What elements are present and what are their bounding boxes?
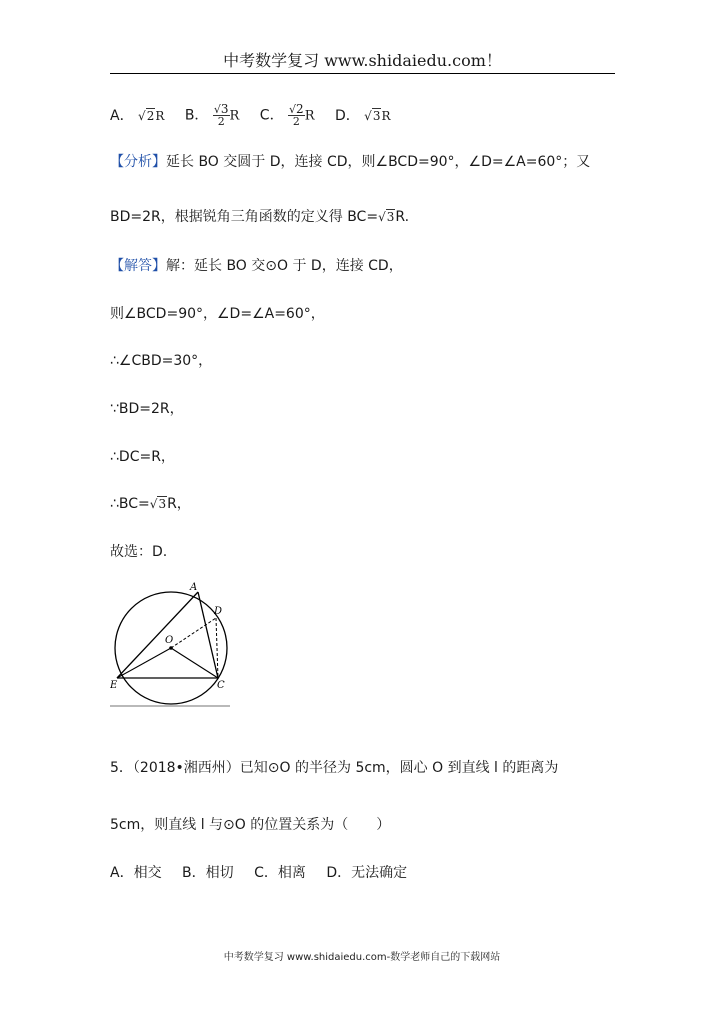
segment-od-dashed bbox=[171, 618, 216, 648]
solution-line-7: 故选：D. bbox=[110, 544, 168, 560]
question5-line-2: 5cm，则直线 l 与⊙O 的位置关系为（ ） bbox=[110, 817, 391, 833]
option-b-fraction: $\frac{√3}{2}$ bbox=[213, 102, 229, 128]
option-a bbox=[110, 106, 164, 126]
solution-line-2: 则∠BCD=90°，∠D=∠A=60°， bbox=[110, 306, 325, 322]
option-a-label: A． bbox=[110, 107, 134, 124]
question5-option-c: C．相离 bbox=[254, 865, 306, 881]
analysis-text-2-end: R. bbox=[395, 209, 410, 225]
solution-line-1 bbox=[110, 256, 403, 276]
solution-text-6: ∴BC= bbox=[110, 496, 150, 512]
center-point bbox=[169, 646, 173, 650]
previous-options-row bbox=[110, 104, 407, 127]
solution-text-1: 解：延长 BO 交⊙O 于 D，连接 CD， bbox=[166, 258, 403, 274]
analysis-text-2: BD=2R，根据锐角三角函数的定义得 BC= bbox=[110, 209, 379, 225]
page-header: 中考数学复习 www.shidaiedu.com！ bbox=[223, 51, 502, 70]
solution-line-4: ∵BD=2R， bbox=[110, 401, 184, 417]
option-a-sqrt: √2R bbox=[138, 108, 165, 123]
option-c-unit: R bbox=[304, 108, 315, 124]
solution-sqrt: √3 bbox=[149, 497, 167, 511]
segment-eo bbox=[117, 648, 171, 678]
label-o: O bbox=[165, 635, 174, 646]
option-a-radicand: 2 bbox=[146, 108, 155, 123]
option-d-radicand: 3 bbox=[372, 108, 381, 123]
option-c-denominator: 2 bbox=[292, 115, 300, 128]
option-b-label: B． bbox=[184, 107, 209, 124]
question5-option-d: D．无法确定 bbox=[326, 865, 408, 881]
analysis-line-1 bbox=[110, 152, 590, 172]
solution-radicand: 3 bbox=[158, 497, 167, 511]
question5-options bbox=[110, 863, 423, 883]
solution-line-5: ∴DC=R， bbox=[110, 449, 175, 465]
analysis-radicand: 3 bbox=[386, 210, 395, 224]
question5-option-b: B．相切 bbox=[182, 865, 234, 881]
analysis-tag: 【分析】 bbox=[110, 154, 166, 170]
solution-line-3: ∴∠CBD=30°， bbox=[110, 353, 213, 369]
circle-geometry-figure bbox=[110, 578, 235, 710]
option-b-unit: R bbox=[229, 108, 240, 124]
label-e: E bbox=[110, 680, 118, 691]
header-divider bbox=[110, 73, 615, 74]
solution-text-6-end: R， bbox=[167, 496, 191, 512]
label-d: D bbox=[214, 606, 223, 617]
solution-tag: 【解答】 bbox=[110, 258, 166, 274]
option-d-sqrt: √3R bbox=[364, 108, 391, 123]
analysis-line-2 bbox=[110, 207, 409, 227]
option-b-denominator: 2 bbox=[217, 115, 225, 128]
option-b bbox=[185, 104, 240, 127]
analysis-text-1: 延长 BO 交圆于 D，连接 CD，则∠BCD=90°，∠D=∠A=60°；又 bbox=[166, 154, 591, 170]
option-a-unit: R bbox=[155, 108, 165, 123]
option-c bbox=[260, 104, 315, 127]
option-b-radicand: 3 bbox=[220, 102, 229, 116]
solution-line-6 bbox=[110, 494, 191, 514]
option-c-fraction: $\frac{√2}{2}$ bbox=[289, 102, 304, 128]
chord-ea bbox=[117, 592, 198, 678]
page-footer: 中考数学复习 www.shidaiedu.com-数学老师自己的下载网站 bbox=[223, 952, 501, 963]
option-c-radicand: 2 bbox=[296, 102, 304, 116]
option-d-unit: R bbox=[381, 108, 391, 123]
question5-option-a: A．相交 bbox=[110, 865, 162, 881]
segment-oc bbox=[171, 648, 218, 678]
option-d bbox=[335, 106, 391, 126]
option-d-label: D． bbox=[334, 107, 360, 124]
question5-line-1: 5．（2018•湘西州）已知⊙O 的半径为 5cm，圆心 O 到直线 l 的距离为 bbox=[110, 760, 559, 776]
label-a: A bbox=[190, 582, 198, 593]
analysis-sqrt: √3 bbox=[378, 210, 395, 224]
label-c: C bbox=[217, 680, 225, 691]
chord-ac bbox=[198, 592, 218, 678]
option-c-label: C． bbox=[259, 107, 284, 124]
